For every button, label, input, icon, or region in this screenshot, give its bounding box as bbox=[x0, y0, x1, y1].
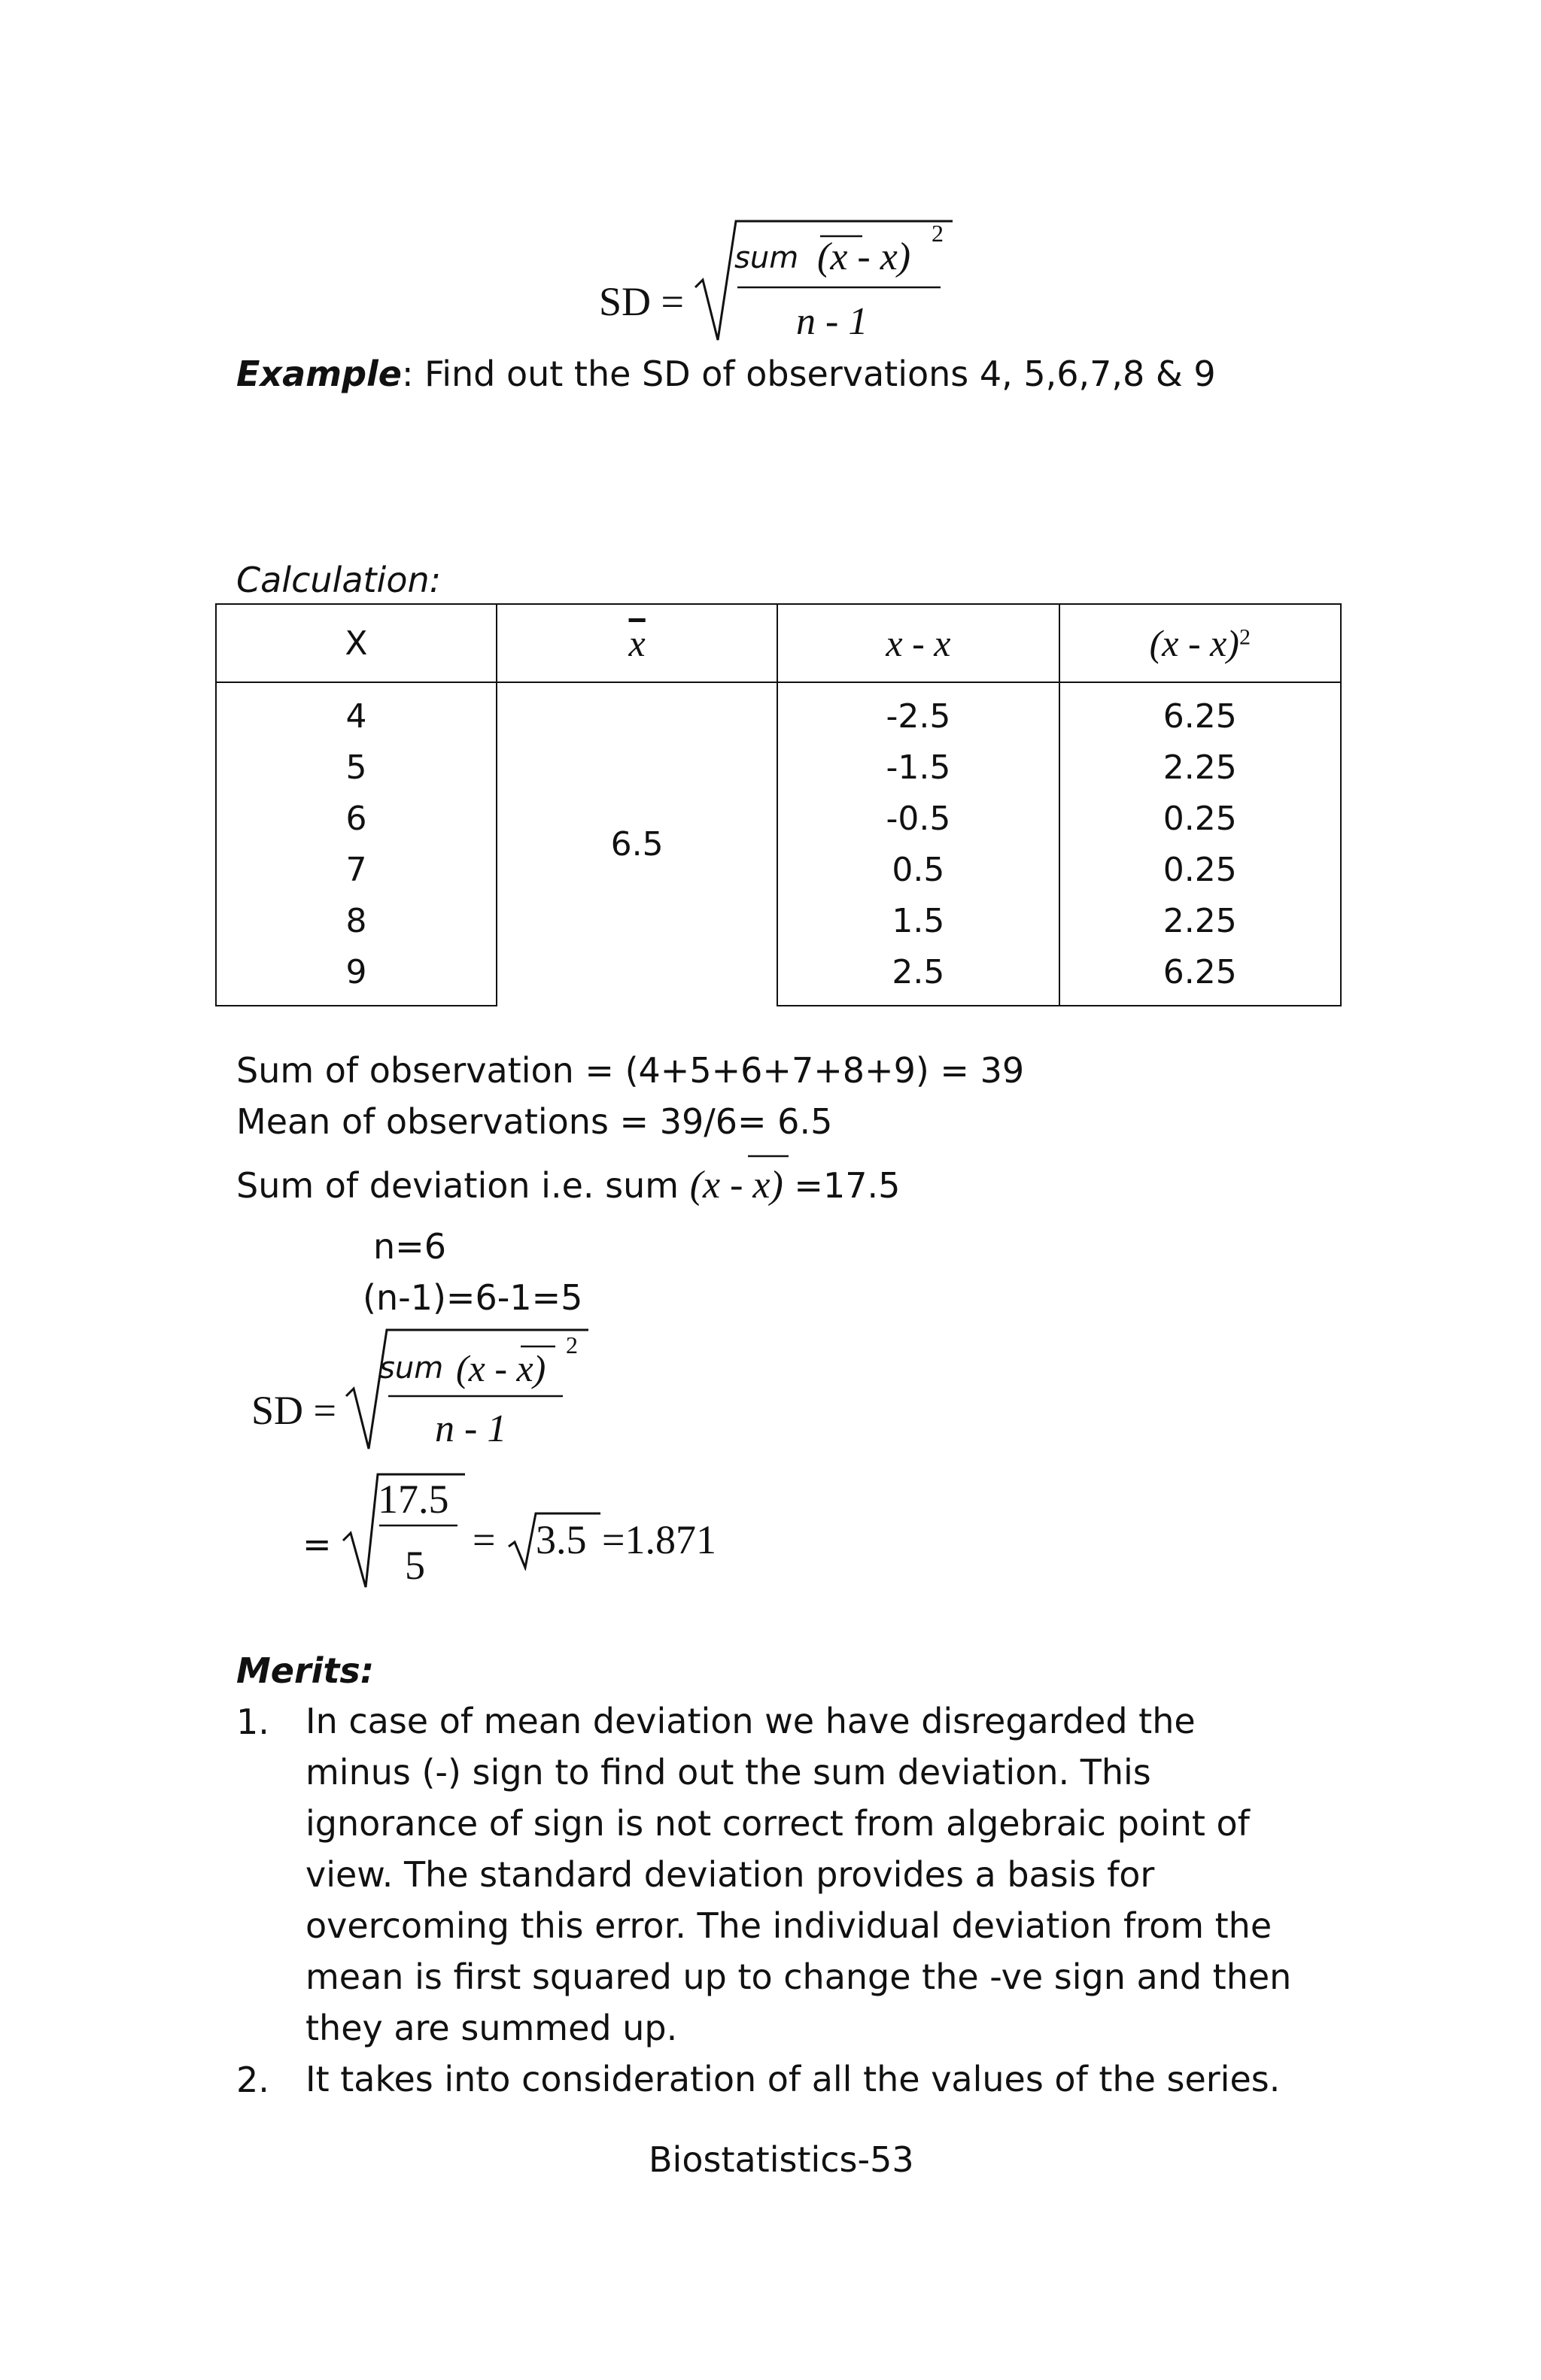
cell-deviation: 2.5 bbox=[777, 946, 1059, 1006]
formula-bottom-exponent: 2 bbox=[566, 1331, 578, 1358]
cell-deviation: 0.5 bbox=[777, 844, 1059, 895]
example-line bbox=[236, 354, 1216, 394]
calculation-table bbox=[215, 603, 1342, 1006]
table-row bbox=[216, 682, 1341, 742]
cell-squared: 6.25 bbox=[1059, 946, 1341, 1006]
result-denominator: 5 bbox=[405, 1543, 425, 1588]
n-minus-line: (n-1)=6-1=5 bbox=[363, 1277, 583, 1318]
cell-x: 4 bbox=[216, 682, 497, 742]
formula-bottom-denominator: n - 1 bbox=[435, 1407, 507, 1450]
merit-text-1: In case of mean deviation we have disregarded the minus (-) sign to find out the sum deviation. This ignorance of sign is not correct from algebraic point of view. The standard deviation provides a basis for overcoming this error. The individual deviation from the mean is first squared up to change the -ve sign and then they are summed up. bbox=[305, 1701, 1292, 2048]
cell-x: 8 bbox=[216, 895, 497, 946]
table-row bbox=[216, 742, 1341, 793]
merit-number-2: 2. bbox=[236, 2060, 269, 2100]
table-row bbox=[216, 844, 1341, 895]
cell-mean: 6.5 bbox=[497, 682, 777, 1006]
table-row bbox=[216, 793, 1341, 844]
merit-text-2: It takes into consideration of all the values of the series. bbox=[305, 2059, 1281, 2099]
formula-top-numerator: sum bbox=[734, 241, 799, 275]
result-eq: = bbox=[302, 1524, 332, 1565]
n-line: n=6 bbox=[373, 1226, 446, 1267]
sum-deviation-line: Sum of deviation i.e. sum (x - x) =17.5 bbox=[236, 1164, 901, 1207]
cell-squared: 0.25 bbox=[1059, 793, 1341, 844]
calculation-label: Calculation: bbox=[236, 560, 442, 600]
mean-observation-line: Mean of observations = 39/6= 6.5 bbox=[236, 1101, 833, 1142]
sum-observation-line: Sum of observation = (4+5+6+7+8+9) = 39 bbox=[236, 1050, 1025, 1091]
result-root: 3.5 bbox=[536, 1517, 587, 1562]
table-row bbox=[216, 946, 1341, 1006]
overline-mark bbox=[746, 1152, 792, 1160]
formula-top-lhs: SD = bbox=[599, 279, 684, 324]
table-row bbox=[216, 895, 1341, 946]
header-squared: (x - x)$^2$ bbox=[1059, 604, 1341, 682]
cell-squared: 6.25 bbox=[1059, 682, 1341, 742]
cell-squared: 2.25 bbox=[1059, 895, 1341, 946]
merit-number-1: 1. bbox=[236, 1702, 269, 1742]
formula-top-denominator: n - 1 bbox=[796, 300, 868, 343]
cell-deviation: 1.5 bbox=[777, 895, 1059, 946]
cell-squared: 2.25 bbox=[1059, 742, 1341, 793]
formula-top-numerator-expr: (x - x) bbox=[817, 235, 911, 278]
result-numerator: 17.5 bbox=[378, 1477, 449, 1522]
header-mean: $\overline{x}$ bbox=[497, 604, 777, 682]
cell-x: 7 bbox=[216, 844, 497, 895]
cell-deviation: -1.5 bbox=[777, 742, 1059, 793]
formula-top-exponent: 2 bbox=[932, 220, 944, 247]
cell-x: 5 bbox=[216, 742, 497, 793]
cell-deviation: -0.5 bbox=[777, 793, 1059, 844]
table-header-row bbox=[216, 604, 1341, 682]
cell-x: 6 bbox=[216, 793, 497, 844]
example-text: : Find out the SD of observations 4, 5,6,7,8 & 9 bbox=[401, 354, 1216, 394]
formula-bottom-lhs: SD = bbox=[251, 1388, 336, 1433]
result-final: =1.871 bbox=[602, 1517, 716, 1562]
cell-squared: 0.25 bbox=[1059, 844, 1341, 895]
cell-deviation: -2.5 bbox=[777, 682, 1059, 742]
formula-bottom-numerator-expr: (x - x) bbox=[456, 1347, 546, 1389]
header-x: X bbox=[216, 604, 497, 682]
example-label: Example bbox=[236, 354, 402, 394]
header-deviation: x - x bbox=[777, 604, 1059, 682]
formula-bottom-numerator: sum bbox=[379, 1351, 444, 1386]
cell-x: 9 bbox=[216, 946, 497, 1006]
result-mid: = bbox=[473, 1517, 496, 1562]
merits-title: Merits: bbox=[236, 1650, 375, 1691]
page-footer: Biostatistics-53 bbox=[649, 2139, 914, 2180]
